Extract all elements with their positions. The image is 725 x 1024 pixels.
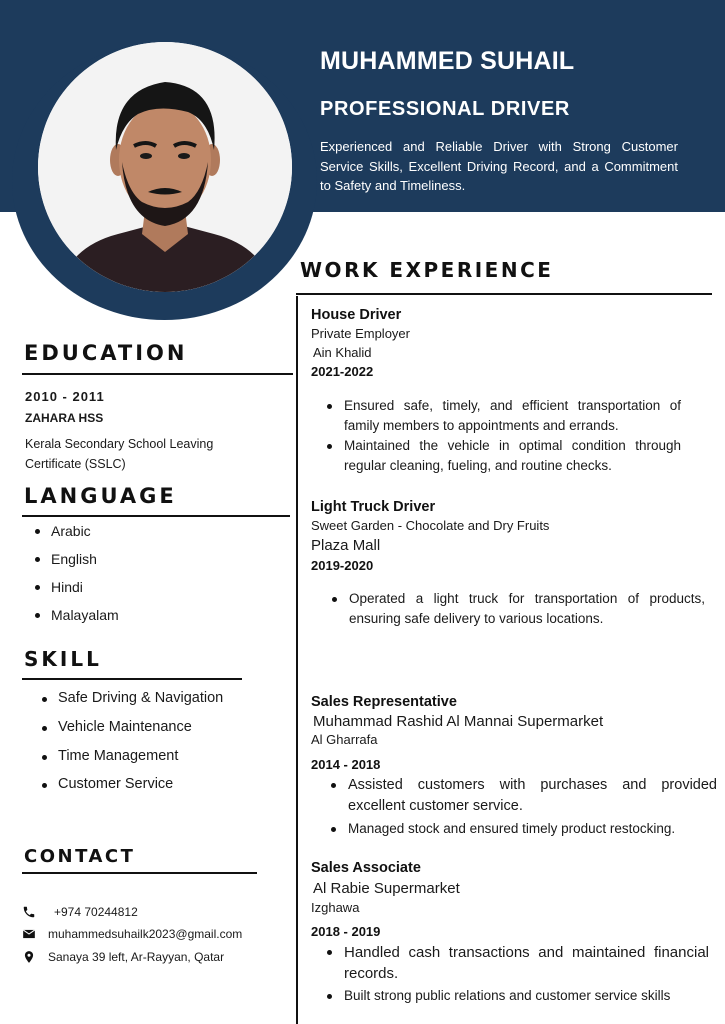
job-duties — [311, 589, 705, 629]
job-duty: Ensured safe, timely, and efficient transportation of family members to appointments and errands. — [311, 396, 681, 436]
contact-address: Sanaya 39 left, Ar-Rayyan, Qatar — [48, 950, 225, 964]
skill-item: Safe Driving & Navigation — [34, 684, 223, 713]
job-entry — [311, 694, 717, 839]
job-duty: Managed stock and ensured timely product restocking. — [315, 819, 717, 839]
column-divider — [296, 296, 298, 1024]
work-experience-heading: WORK EXPERIENCE — [300, 258, 554, 282]
language-item: Hindi — [27, 573, 119, 601]
job-title: Light Truck Driver — [311, 499, 436, 515]
language-list — [27, 517, 119, 629]
job-duty: Handled cash transactions and maintained financial records. — [311, 942, 709, 984]
education-rule — [22, 373, 293, 375]
job-entry — [311, 860, 711, 1006]
job-duties — [311, 942, 709, 1006]
contact-email-row — [22, 927, 242, 941]
job-title: Sales Representative — [311, 694, 457, 710]
skill-item: Vehicle Maintenance — [34, 713, 223, 742]
phone-icon — [22, 905, 36, 919]
education-school: ZAHARA HSS — [25, 411, 104, 425]
job-duties — [311, 775, 717, 839]
candidate-name: MUHAMMED SUHAIL — [320, 47, 575, 75]
contact-email[interactable]: muhammedsuhailk2023@gmail.com — [48, 927, 243, 941]
job-title: Sales Associate — [311, 860, 421, 876]
job-duties — [311, 396, 681, 476]
skill-rule — [22, 678, 242, 680]
job-dates: 2018 - 2019 — [311, 924, 381, 939]
job-employer: Al Rabie Supermarket — [313, 880, 460, 897]
skill-item: Customer Service — [34, 770, 223, 799]
job-entry — [311, 499, 711, 629]
job-location: Ain Khalid — [313, 345, 372, 360]
job-dates: 2019-2020 — [311, 558, 374, 573]
skill-list — [34, 684, 223, 799]
job-location: Al Gharrafa — [311, 732, 378, 747]
skill-item: Time Management — [34, 742, 223, 771]
job-dates: 2021-2022 — [311, 364, 374, 379]
contact-phone-row — [22, 905, 138, 919]
contact-phone[interactable]: +974 70244812 — [54, 905, 138, 919]
job-entry — [311, 307, 711, 476]
job-duty: Assisted customers with purchases and provided excellent customer service. — [315, 775, 717, 817]
job-employer: Muhammad Rashid Al Mannai Supermarket — [313, 713, 604, 730]
contact-rule — [22, 872, 257, 874]
mail-icon — [22, 927, 36, 941]
skill-heading: SKILL — [24, 647, 102, 671]
job-duty: Maintained the vehicle in optimal condition through regular cleaning, fueling, and routine checks. — [311, 436, 681, 476]
location-pin-icon — [22, 950, 36, 964]
language-item: Malayalam — [27, 601, 119, 629]
job-role: PROFESSIONAL DRIVER — [320, 98, 570, 120]
portrait-illustration — [38, 42, 292, 292]
work-experience-rule — [296, 293, 712, 295]
profile-photo — [38, 42, 292, 292]
job-duty: Operated a light truck for transportation of products, ensuring safe delivery to various locations. — [316, 589, 705, 629]
job-location: Izghawa — [311, 900, 360, 915]
language-item: Arabic — [27, 517, 119, 545]
job-employer: Sweet Garden - Chocolate and Dry Fruits — [311, 518, 550, 533]
profile-summary: Experienced and Reliable Driver with Strong Customer Service Skills, Excellent Driving Record, and a Commitment to Safety and Timeliness. — [320, 139, 678, 193]
education-years: 2010 - 2011 — [25, 389, 105, 404]
language-item: English — [27, 545, 119, 573]
job-duty: Built strong public relations and customer service skills — [311, 986, 709, 1006]
contact-address-row — [22, 950, 224, 964]
job-title: House Driver — [311, 307, 402, 323]
language-heading: LANGUAGE — [24, 484, 177, 508]
education-heading: EDUCATION — [24, 341, 188, 365]
job-employer: Private Employer — [311, 326, 410, 341]
job-location: Plaza Mall — [311, 537, 381, 554]
job-dates: 2014 - 2018 — [311, 757, 381, 772]
education-qualification: Kerala Secondary School Leaving Certificate (SSLC) — [25, 437, 214, 471]
contact-heading: CONTACT — [24, 846, 136, 867]
